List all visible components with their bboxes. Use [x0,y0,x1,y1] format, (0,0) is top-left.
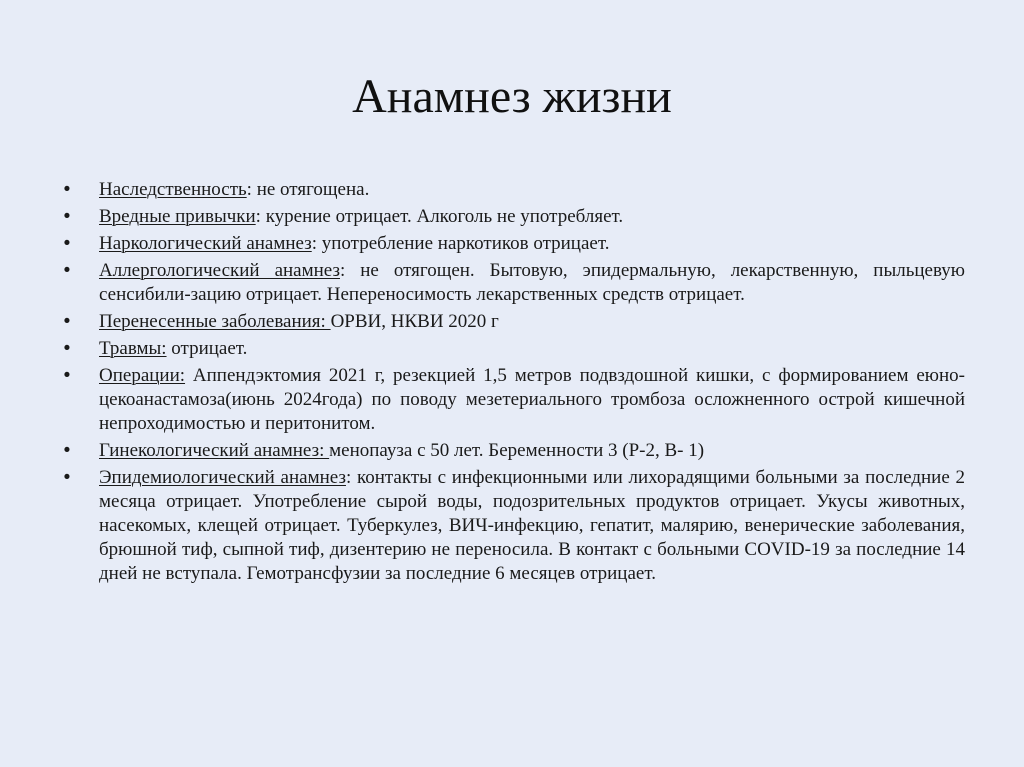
bullet-list [60,178,965,589]
item-label: Наследственность [99,179,247,200]
bullet: • [63,338,71,359]
list-item-bad-habits [60,205,965,229]
bullet: • [63,179,71,200]
list-item-injuries [60,337,965,361]
item-text: не отягощена. [251,179,370,200]
item-text: менопауза с 50 лет. Беременности 3 (Р-2, В- 1) [329,440,705,461]
bullet: • [63,440,71,461]
item-separator: : [345,467,352,488]
item-text: не отягощен. Бытовую, эпидермальную, лекарственную, пыльцевую сенсибили-зацию отрицает. Непереносимость лекарственных средств отрицает. [99,260,965,305]
bullet: • [63,233,71,254]
bullet: • [63,365,71,386]
item-text: отрицает. [166,338,248,359]
item-separator: : [339,260,346,281]
item-label: Операции: [99,365,186,386]
item-label: Аллергологический анамнез [99,260,340,281]
bullet: • [63,206,71,227]
list-item-epidemiology [60,466,965,586]
item-separator: : [246,179,252,200]
item-text: ОРВИ, НКВИ 2020 г [330,311,499,332]
item-label: Наркологический анамнез [99,233,312,254]
item-separator: : [311,233,318,254]
list-item-past-diseases [60,310,965,334]
list-item-heredity [60,178,965,202]
item-label: Эпидемиологический анамнез [99,467,346,488]
item-label: Травмы: [99,338,167,359]
item-separator: : [255,206,261,227]
item-text: курение отрицает. Алкоголь не употребляет. [260,206,624,227]
list-item-gynecology [60,439,965,463]
list-item-surgeries [60,364,965,436]
item-label: Перенесенные заболевания: [99,311,331,332]
item-text: Аппендэктомия 2021 г, резекцией 1,5 метров подвздошной кишки, с формированием еюно-цекоанастамоза(июнь 2024года) по поводу мезетериального тромбоза осложненного острой кишечной непроходимостью и перитонитом. [99,365,965,434]
bullet: • [63,260,71,281]
item-text: контакты с инфекционными или лихорадящими больными за последние 2 месяца отрицает. Употребление сырой воды, подозрительных продуктов отрицает. Укусы животных, насекомых, клещей отрицает. Туберкулез, ВИЧ-инфекцию, гепатит, малярию, венерические заболевания, брюшной тиф, сыпной тиф, дизентерию не переносила. В контакт с больными COVID-19 за последние 14 дней не вступала. Гемотрансфузии за последние 6 месяцев отрицает. [99,467,965,584]
bullet: • [63,311,71,332]
item-text: употребление наркотиков отрицает. [317,233,610,254]
list-item-allergy [60,259,965,307]
slide-title: Анамнез жизни [352,70,672,123]
list-item-narcology [60,232,965,256]
item-label: Гинекологический анамнез: [99,440,330,461]
item-label: Вредные привычки [99,206,256,227]
bullet: • [63,467,71,488]
